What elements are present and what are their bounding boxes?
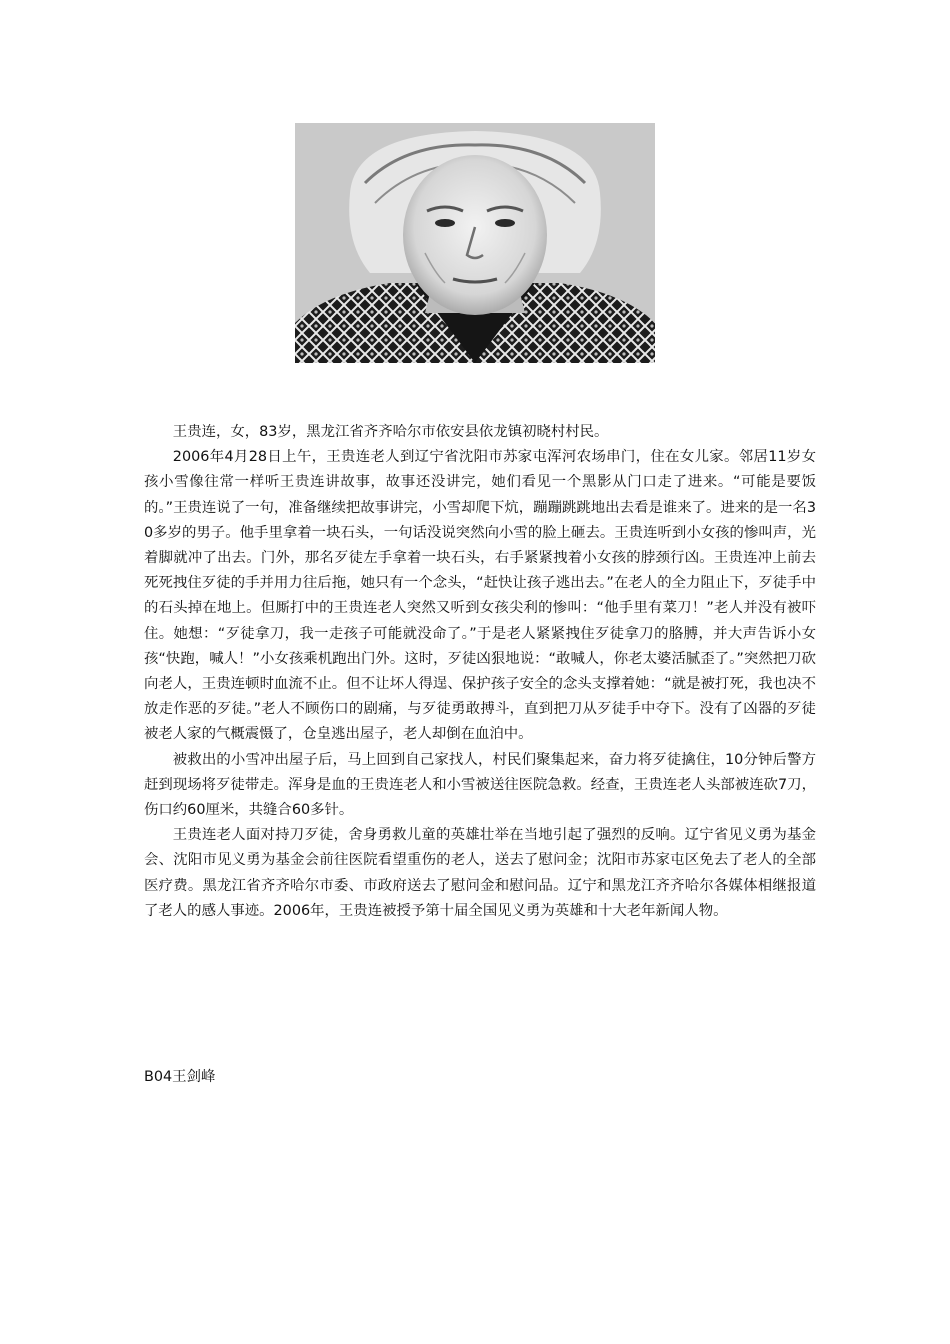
article-paragraph: 王贵连，女，83岁，黑龙江省齐齐哈尔市依安县依龙镇初晓村村民。 (172, 424, 609, 440)
article-paragraph: 王贵连老人面对持刀歹徒，舍身勇救儿童的英雄壮举在当地引起了强烈的反响。辽宁省见义勇为基金会、沈阳市见义勇为基金会前往医院看望重伤的老人，送去了慰问金；沈阳市苏家屯区免去了老人的全部医疗费。黑龙江省齐齐哈尔市委、市政府送去了慰问金和慰问品。辽宁和黑龙江齐齐哈尔各媒体相继报道了老人的感人事迹。2006年，王贵连被授予第十届全国见义勇为英雄和十大老年新闻人物。 (144, 827, 816, 919)
article-body (144, 420, 816, 924)
portrait-photo (295, 123, 655, 363)
portrait-photo-icon (295, 123, 655, 363)
article-paragraph: 2006年4月28日上午，王贵连老人到辽宁省沈阳市苏家屯浑河农场串门，住在女儿家。邻居11岁女孩小雪像往常一样听王贵连讲故事，故事还没讲完，她们看见一个黑影从门口走了进来。“可能是要饭的。”王贵连说了一句，准备继续把故事讲完，小雪却爬下炕，蹦蹦跳跳地出去看是谁来了。进来的是一名30多岁的男子。他手里拿着一块石头，一句话没说突然向小雪的脸上砸去。王贵连听到小女孩的惨叫声，光着脚就冲了出去。门外，那名歹徒左手拿着一块石头，右手紧紧拽着小女孩的脖颈行凶。王贵连冲上前去死死拽住歹徒的手并用力往后拖，她只有一个念头，“赶快让孩子逃出去。”在老人的全力阻止下，歹徒手中的石头掉在地上。但厮打中的王贵连老人突然又听到女孩尖利的惨叫：“他手里有菜刀！”老人并没有被吓住。她想：“歹徒拿刀，我一走孩子可能就没命了。”于是老人紧紧拽住歹徒拿刀的胳膊，并大声告诉小女孩“快跑，喊人！”小女孩乘机跑出门外。这时，歹徒凶狠地说：“敢喊人，你老太婆活腻歪了。”突然把刀砍向老人，王贵连顿时血流不止。但不让坏人得逞、保护孩子安全的念头支撑着她：“就是被打死，我也决不放走作恶的歹徒。”老人不顾伤口的剧痛，与歹徒勇敢搏斗，直到把刀从歹徒手中夺下。没有了凶器的歹徒被老人家的气概震慑了，仓皇逃出屋子，老人却倒在血泊中。 (144, 449, 816, 743)
byline: B04王剑峰 (144, 1069, 216, 1085)
article-paragraph: 被救出的小雪冲出屋子后，马上回到自己家找人，村民们聚集起来，奋力将歹徒擒住，10分钟后警方赶到现场将歹徒带走。浑身是血的王贵连老人和小雪被送往医院急救。经查，王贵连老人头部被连砍7刀，伤口约60厘米，共缝合60多针。 (144, 751, 816, 819)
